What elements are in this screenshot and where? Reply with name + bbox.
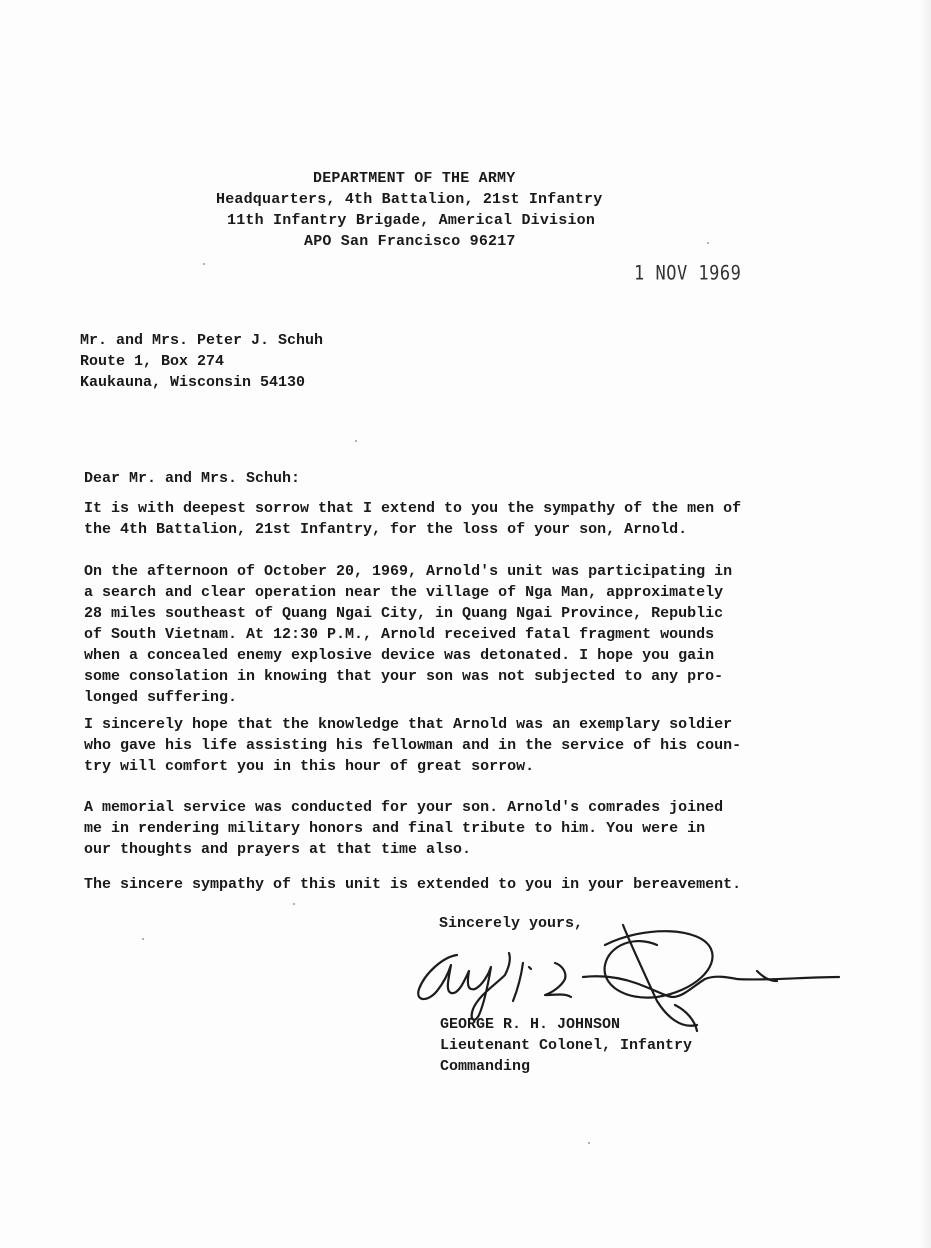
paragraph-line: I sincerely hope that the knowledge that Arnold was an exemplary soldier — [84, 716, 733, 733]
paragraph-2 — [84, 561, 804, 708]
signer-role: Commanding — [440, 1058, 531, 1075]
recipient-city: Kaukauna, Wisconsin 54130 — [80, 374, 306, 391]
letterhead-apo: APO San Francisco 96217 — [304, 233, 516, 250]
paper-speck — [707, 242, 709, 244]
paragraph-5 — [84, 874, 804, 895]
salutation: Dear Mr. and Mrs. Schuh: — [84, 470, 301, 487]
paragraph-line: try will comfort you in this hour of great sorrow. — [84, 758, 535, 775]
paper-speck — [588, 1142, 590, 1144]
paragraph-line: of South Vietnam. At 12:30 P.M., Arnold received fatal fragment wounds — [84, 626, 715, 643]
paragraph-line: who gave his life assisting his fellowman and in the service of his coun- — [84, 737, 742, 754]
paragraph-line: The sincere sympathy of this unit is extended to you in your bereavement. — [84, 876, 742, 893]
paper-speck — [142, 938, 144, 940]
letterhead-brigade: 11th Infantry Brigade, Americal Division — [227, 212, 596, 229]
page-edge-shadow — [919, 0, 931, 1248]
paragraph-line: longed suffering. — [84, 689, 238, 706]
paragraph-line: A memorial service was conducted for your son. Arnold's comrades joined — [84, 799, 724, 816]
closing: Sincerely yours, — [439, 915, 584, 932]
paragraph-line: the 4th Battalion, 21st Infantry, for the loss of your son, Arnold. — [84, 521, 688, 538]
recipient-street: Route 1, Box 274 — [80, 353, 225, 370]
paragraph-line: On the afternoon of October 20, 1969, Arnold's unit was participating in — [84, 563, 733, 580]
letterhead-department: DEPARTMENT OF THE ARMY — [313, 170, 516, 187]
signer-title: Lieutenant Colonel, Infantry — [440, 1037, 693, 1054]
paragraph-line: a search and clear operation near the village of Nga Man, approximately — [84, 584, 724, 601]
paragraph-line: It is with deepest sorrow that I extend to you the sympathy of the men of — [84, 500, 742, 517]
paragraph-3 — [84, 714, 804, 777]
letterhead-headquarters: Headquarters, 4th Battalion, 21st Infantry — [216, 191, 603, 208]
paragraph-1 — [84, 498, 804, 540]
signer-name: GEORGE R. H. JOHNSON — [440, 1016, 621, 1033]
paragraph-4 — [84, 797, 804, 860]
recipient-name: Mr. and Mrs. Peter J. Schuh — [80, 332, 324, 349]
paragraph-line: 28 miles southeast of Quang Ngai City, in Quang Ngai Province, Republic — [84, 605, 724, 622]
paragraph-line: some consolation in knowing that your son was not subjected to any pro- — [84, 668, 724, 685]
paper-speck — [203, 263, 205, 265]
date-stamp: 1 NOV 1969 — [634, 262, 742, 285]
signature-block — [440, 1014, 692, 1077]
paragraph-line: when a concealed enemy explosive device was detonated. I hope you gain — [84, 647, 715, 664]
recipient-address — [80, 330, 323, 393]
paper-speck — [355, 440, 357, 442]
paper-speck — [293, 903, 295, 905]
paragraph-line: me in rendering military honors and final tribute to him. You were in — [84, 820, 706, 837]
paragraph-line: our thoughts and prayers at that time also. — [84, 841, 472, 858]
